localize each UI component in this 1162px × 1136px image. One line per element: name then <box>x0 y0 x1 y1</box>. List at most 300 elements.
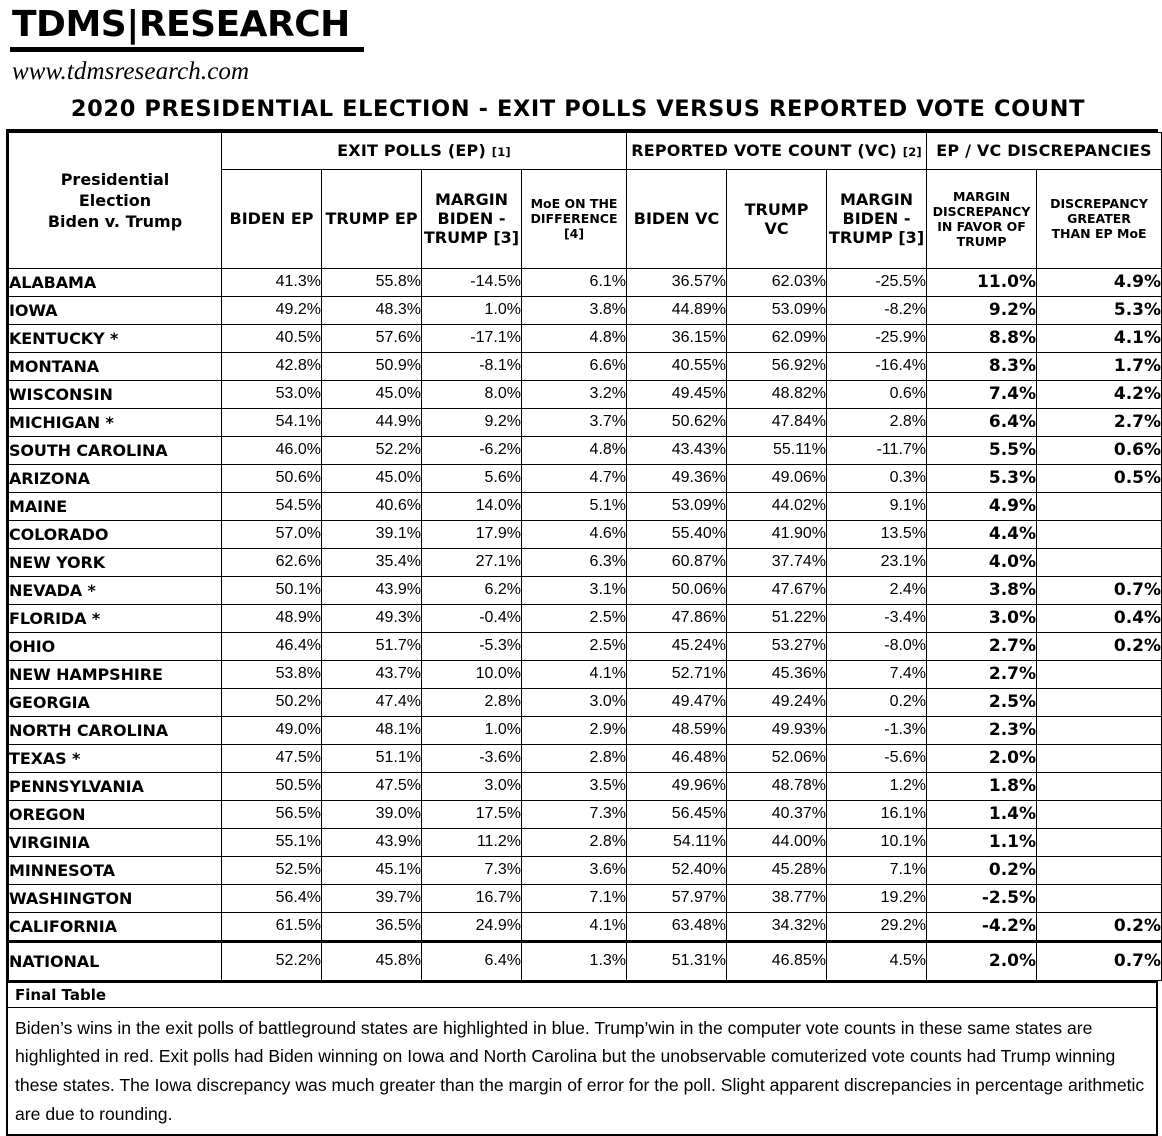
cell-biden-vc: 43.43% <box>627 436 727 464</box>
cell-margin-ep: 9.2% <box>422 408 522 436</box>
cell-trump-vc: 37.74% <box>727 548 827 576</box>
corner-line-2: Election <box>78 190 152 210</box>
cell-margin-vc: -8.0% <box>827 632 927 660</box>
cell-biden-vc: 49.36% <box>627 464 727 492</box>
cell-state-name: IOWA <box>9 296 222 324</box>
cell-moe: 2.9% <box>522 716 627 744</box>
cell-margin-ep: 5.6% <box>422 464 522 492</box>
cell-trump-vc: 38.77% <box>727 884 827 912</box>
cell-moe: 3.5% <box>522 772 627 800</box>
cell-biden-vc: 53.09% <box>627 492 727 520</box>
cell-biden-vc: 49.45% <box>627 380 727 408</box>
cell-margin-vc: -16.4% <box>827 352 927 380</box>
col-header-trump-vc <box>727 169 827 268</box>
col-header-margin-discrepancy-line4: TRUMP <box>956 233 1007 249</box>
cell-margin-vc: 13.5% <box>827 520 927 548</box>
cell-trump-vc: 34.32% <box>727 912 827 941</box>
cell-biden-vc: 40.55% <box>627 352 727 380</box>
col-header-moe-line2: DIFFERENCE <box>530 211 618 227</box>
cell-biden-vc: 60.87% <box>627 548 727 576</box>
cell-moe: 3.2% <box>522 380 627 408</box>
cell-margin-discrepancy: 7.4% <box>927 380 1037 408</box>
table-row <box>9 548 1162 576</box>
cell-margin-ep: -5.3% <box>422 632 522 660</box>
cell-trump-ep: 50.9% <box>322 352 422 380</box>
table-row <box>9 604 1162 632</box>
masthead <box>0 0 1162 86</box>
group-footnote-2: [2] <box>902 145 922 160</box>
cell-margin-vc: -1.3% <box>827 716 927 744</box>
group-footnote-1: [1] <box>491 145 511 160</box>
cell-trump-vc: 47.84% <box>727 408 827 436</box>
col-header-margin-vc-line1: MARGIN <box>839 190 914 210</box>
cell-biden-ep: 48.9% <box>222 604 322 632</box>
cell-biden-ep: 42.8% <box>222 352 322 380</box>
cell-state-name: NEW HAMPSHIRE <box>9 660 222 688</box>
cell-biden-vc: 52.71% <box>627 660 727 688</box>
cell-moe: 2.5% <box>522 604 627 632</box>
cell-biden-vc: 47.86% <box>627 604 727 632</box>
cell-biden-vc: 36.57% <box>627 268 727 296</box>
table-row <box>9 408 1162 436</box>
cell-discrepancy-gt-moe: 1.7% <box>1037 352 1162 380</box>
cell-trump-vc: 56.92% <box>727 352 827 380</box>
cell-discrepancy-gt-moe <box>1037 800 1162 828</box>
cell-trump-vc: 45.28% <box>727 856 827 884</box>
cell-trump-ep: 52.2% <box>322 436 422 464</box>
cell-discrepancy-gt-moe <box>1037 828 1162 856</box>
exit-poll-table <box>8 132 1162 981</box>
cell-margin-vc: 2.4% <box>827 576 927 604</box>
cell-state-name: SOUTH CAROLINA <box>9 436 222 464</box>
cell-margin-discrepancy: 4.9% <box>927 492 1037 520</box>
cell-margin-vc: 9.1% <box>827 492 927 520</box>
group-header-row <box>9 132 1162 169</box>
cell-trump-ep: 55.8% <box>322 268 422 296</box>
cell-trump-vc: 49.93% <box>727 716 827 744</box>
data-table-container <box>6 129 1162 983</box>
cell-state-name: TEXAS * <box>9 744 222 772</box>
cell-margin-ep: 2.8% <box>422 688 522 716</box>
cell-margin-discrepancy: 1.1% <box>927 828 1037 856</box>
cell-state-name: MICHIGAN * <box>9 408 222 436</box>
table-row <box>9 744 1162 772</box>
table-row <box>9 520 1162 548</box>
cell-margin-vc: -25.5% <box>827 268 927 296</box>
cell-biden-ep: 53.0% <box>222 380 322 408</box>
col-header-trump-ep-line1: TRUMP EP <box>325 209 418 229</box>
cell-trump-vc: 52.06% <box>727 744 827 772</box>
cell-biden-vc: 45.24% <box>627 632 727 660</box>
cell-discrepancy-gt-moe: 2.7% <box>1037 408 1162 436</box>
table-row <box>9 716 1162 744</box>
cell-margin-ep: 6.4% <box>422 941 522 980</box>
table-row-national <box>9 941 1162 980</box>
cell-biden-vc: 51.31% <box>627 941 727 980</box>
col-header-trump-ep <box>322 169 422 268</box>
corner-line-1: Presidential <box>60 169 170 189</box>
cell-biden-ep: 62.6% <box>222 548 322 576</box>
cell-trump-ep: 43.9% <box>322 828 422 856</box>
cell-margin-discrepancy: 4.4% <box>927 520 1037 548</box>
cell-margin-vc: 1.2% <box>827 772 927 800</box>
cell-trump-vc: 41.90% <box>727 520 827 548</box>
col-header-margin-vc-line2: BIDEN - <box>842 209 911 229</box>
cell-biden-ep: 50.2% <box>222 688 322 716</box>
table-row <box>9 380 1162 408</box>
cell-margin-ep: 1.0% <box>422 716 522 744</box>
cell-moe: 3.8% <box>522 296 627 324</box>
cell-trump-ep: 45.0% <box>322 380 422 408</box>
table-row <box>9 912 1162 941</box>
cell-discrepancy-gt-moe: 0.7% <box>1037 576 1162 604</box>
cell-trump-ep: 47.4% <box>322 688 422 716</box>
col-header-moe-line3: [4] <box>563 226 585 242</box>
cell-trump-ep: 39.0% <box>322 800 422 828</box>
cell-trump-vc: 46.85% <box>727 941 827 980</box>
cell-discrepancy-gt-moe <box>1037 548 1162 576</box>
cell-biden-vc: 49.47% <box>627 688 727 716</box>
col-header-biden-ep <box>222 169 322 268</box>
cell-margin-discrepancy: 9.2% <box>927 296 1037 324</box>
cell-biden-ep: 50.1% <box>222 576 322 604</box>
cell-state-name: WISCONSIN <box>9 380 222 408</box>
cell-margin-vc: 0.6% <box>827 380 927 408</box>
cell-margin-ep: 6.2% <box>422 576 522 604</box>
col-header-margin-discrepancy-line2: DISCREPANCY <box>932 203 1031 219</box>
cell-trump-vc: 44.00% <box>727 828 827 856</box>
cell-moe: 6.6% <box>522 352 627 380</box>
cell-margin-ep: 24.9% <box>422 912 522 941</box>
cell-biden-vc: 56.45% <box>627 800 727 828</box>
cell-moe: 3.6% <box>522 856 627 884</box>
notes-panel <box>6 983 1158 1136</box>
cell-margin-ep: 3.0% <box>422 772 522 800</box>
cell-biden-vc: 49.96% <box>627 772 727 800</box>
col-header-margin-ep-line3: TRUMP [3] <box>423 228 520 248</box>
group-label-exit-polls: EXIT POLLS (EP) <box>337 141 486 161</box>
table-head <box>9 132 1162 268</box>
cell-state-name: GEORGIA <box>9 688 222 716</box>
cell-moe: 2.5% <box>522 632 627 660</box>
cell-margin-discrepancy: 5.3% <box>927 464 1037 492</box>
table-row <box>9 660 1162 688</box>
cell-biden-vc: 63.48% <box>627 912 727 941</box>
table-body <box>9 268 1162 980</box>
cell-trump-ep: 45.8% <box>322 941 422 980</box>
cell-biden-ep: 55.1% <box>222 828 322 856</box>
cell-margin-ep: 17.9% <box>422 520 522 548</box>
cell-trump-vc: 62.09% <box>727 324 827 352</box>
cell-state-name: CALIFORNIA <box>9 912 222 941</box>
cell-margin-discrepancy: 1.8% <box>927 772 1037 800</box>
cell-margin-discrepancy: 5.5% <box>927 436 1037 464</box>
cell-discrepancy-gt-moe: 4.1% <box>1037 324 1162 352</box>
site-url: www.tdmsresearch.com <box>12 57 250 85</box>
cell-moe: 3.0% <box>522 688 627 716</box>
col-header-margin-ep-line2: BIDEN - <box>437 209 506 229</box>
cell-margin-ep: 11.2% <box>422 828 522 856</box>
cell-biden-vc: 55.40% <box>627 520 727 548</box>
cell-biden-ep: 40.5% <box>222 324 322 352</box>
table-row <box>9 856 1162 884</box>
col-header-discrepancy-gt-moe-line3: THAN EP MoE <box>1051 226 1147 242</box>
cell-biden-ep: 46.4% <box>222 632 322 660</box>
cell-trump-ep: 39.7% <box>322 884 422 912</box>
table-row <box>9 828 1162 856</box>
cell-moe: 2.8% <box>522 828 627 856</box>
table-row <box>9 772 1162 800</box>
cell-trump-vc: 40.37% <box>727 800 827 828</box>
page-title: 2020 PRESIDENTIAL ELECTION - EXIT POLLS VERSUS REPORTED VOTE COUNT <box>70 95 1086 122</box>
cell-margin-discrepancy: 2.0% <box>927 744 1037 772</box>
cell-state-name: FLORIDA * <box>9 604 222 632</box>
cell-margin-vc: 29.2% <box>827 912 927 941</box>
cell-biden-vc: 44.89% <box>627 296 727 324</box>
col-header-biden-ep-line1: BIDEN EP <box>229 209 314 229</box>
cell-discrepancy-gt-moe: 0.2% <box>1037 632 1162 660</box>
cell-margin-vc: 0.3% <box>827 464 927 492</box>
cell-biden-ep: 56.4% <box>222 884 322 912</box>
table-row <box>9 800 1162 828</box>
table-row <box>9 884 1162 912</box>
cell-discrepancy-gt-moe: 0.4% <box>1037 604 1162 632</box>
cell-margin-discrepancy: 2.7% <box>927 660 1037 688</box>
cell-state-name: ALABAMA <box>9 268 222 296</box>
cell-biden-vc: 36.15% <box>627 324 727 352</box>
col-header-margin-discrepancy <box>927 169 1037 268</box>
cell-discrepancy-gt-moe: 4.9% <box>1037 268 1162 296</box>
cell-discrepancy-gt-moe <box>1037 884 1162 912</box>
cell-biden-ep: 46.0% <box>222 436 322 464</box>
cell-discrepancy-gt-moe: 0.7% <box>1037 941 1162 980</box>
cell-trump-ep: 43.7% <box>322 660 422 688</box>
col-header-discrepancy-gt-moe-line2: GREATER <box>1067 211 1131 227</box>
group-label-vote-count: REPORTED VOTE COUNT (VC) <box>631 141 897 161</box>
cell-margin-vc: 23.1% <box>827 548 927 576</box>
cell-state-name: ARIZONA <box>9 464 222 492</box>
cell-moe: 4.8% <box>522 324 627 352</box>
cell-biden-ep: 41.3% <box>222 268 322 296</box>
col-header-biden-vc-line1: BIDEN VC <box>633 209 720 229</box>
cell-state-name: MAINE <box>9 492 222 520</box>
cell-margin-discrepancy: 4.0% <box>927 548 1037 576</box>
col-header-margin-vc-line3: TRUMP [3] <box>828 228 925 248</box>
cell-state-name: NORTH CAROLINA <box>9 716 222 744</box>
cell-state-name: NATIONAL <box>9 941 222 980</box>
cell-margin-ep: 8.0% <box>422 380 522 408</box>
cell-margin-discrepancy: 2.5% <box>927 688 1037 716</box>
cell-margin-vc: 4.5% <box>827 941 927 980</box>
cell-biden-vc: 46.48% <box>627 744 727 772</box>
cell-trump-vc: 51.22% <box>727 604 827 632</box>
cell-margin-discrepancy: 2.0% <box>927 941 1037 980</box>
cell-state-name: VIRGINIA <box>9 828 222 856</box>
cell-margin-vc: 19.2% <box>827 884 927 912</box>
notes-title: Final Table <box>8 983 1156 1008</box>
cell-margin-ep: -3.6% <box>422 744 522 772</box>
cell-biden-vc: 57.97% <box>627 884 727 912</box>
cell-biden-vc: 50.06% <box>627 576 727 604</box>
cell-discrepancy-gt-moe <box>1037 520 1162 548</box>
cell-biden-ep: 61.5% <box>222 912 322 941</box>
cell-biden-ep: 54.1% <box>222 408 322 436</box>
cell-trump-ep: 44.9% <box>322 408 422 436</box>
cell-margin-discrepancy: 8.3% <box>927 352 1037 380</box>
table-row <box>9 324 1162 352</box>
cell-moe: 4.6% <box>522 520 627 548</box>
cell-margin-discrepancy: 3.0% <box>927 604 1037 632</box>
cell-biden-vc: 54.11% <box>627 828 727 856</box>
cell-margin-ep: -17.1% <box>422 324 522 352</box>
cell-trump-vc: 53.27% <box>727 632 827 660</box>
cell-margin-ep: -14.5% <box>422 268 522 296</box>
col-header-moe <box>522 169 627 268</box>
cell-trump-ep: 51.7% <box>322 632 422 660</box>
table-row <box>9 492 1162 520</box>
cell-discrepancy-gt-moe: 0.5% <box>1037 464 1162 492</box>
cell-biden-vc: 48.59% <box>627 716 727 744</box>
cell-margin-vc: 7.4% <box>827 660 927 688</box>
table-row <box>9 632 1162 660</box>
cell-margin-discrepancy: 11.0% <box>927 268 1037 296</box>
group-header-vote-count <box>627 132 927 169</box>
col-header-moe-line1: MoE ON THE <box>530 196 618 212</box>
cell-margin-vc: 7.1% <box>827 856 927 884</box>
cell-biden-ep: 56.5% <box>222 800 322 828</box>
cell-trump-ep: 43.9% <box>322 576 422 604</box>
cell-trump-ep: 48.1% <box>322 716 422 744</box>
cell-margin-ep: -8.1% <box>422 352 522 380</box>
cell-biden-ep: 57.0% <box>222 520 322 548</box>
cell-margin-ep: 14.0% <box>422 492 522 520</box>
cell-discrepancy-gt-moe: 4.2% <box>1037 380 1162 408</box>
cell-trump-vc: 48.78% <box>727 772 827 800</box>
col-header-margin-vc <box>827 169 927 268</box>
cell-trump-ep: 48.3% <box>322 296 422 324</box>
cell-margin-ep: -6.2% <box>422 436 522 464</box>
notes-body: Biden’s wins in the exit polls of battleground states are highlighted in blue. Trump’win in the computer vote counts in these same states are highlighted in red. Exit polls had Biden winning on Iowa and North Carolina but the unobservable comuterized vote counts had Trump winning these states. The Iowa discrepancy was much greater than the margin of error for the poll. Slight apparent discrepancies in percentage arithmetic are due to rounding. <box>15 1017 1145 1124</box>
cell-biden-ep: 53.8% <box>222 660 322 688</box>
cell-biden-ep: 52.5% <box>222 856 322 884</box>
col-header-trump-vc-line2: VC <box>764 218 789 238</box>
cell-moe: 3.1% <box>522 576 627 604</box>
cell-margin-discrepancy: 0.2% <box>927 856 1037 884</box>
cell-biden-vc: 50.62% <box>627 408 727 436</box>
cell-trump-ep: 35.4% <box>322 548 422 576</box>
cell-moe: 5.1% <box>522 492 627 520</box>
col-header-margin-discrepancy-line3: IN FAVOR OF <box>937 218 1026 234</box>
cell-discrepancy-gt-moe: 0.6% <box>1037 436 1162 464</box>
cell-trump-vc: 49.06% <box>727 464 827 492</box>
cell-biden-ep: 47.5% <box>222 744 322 772</box>
col-header-margin-discrepancy-line1: MARGIN <box>952 188 1011 204</box>
cell-margin-discrepancy: 1.4% <box>927 800 1037 828</box>
cell-state-name: OREGON <box>9 800 222 828</box>
cell-margin-ep: 17.5% <box>422 800 522 828</box>
col-header-discrepancy-gt-moe <box>1037 169 1162 268</box>
cell-trump-ep: 45.0% <box>322 464 422 492</box>
cell-biden-ep: 54.5% <box>222 492 322 520</box>
cell-moe: 7.1% <box>522 884 627 912</box>
cell-biden-ep: 49.0% <box>222 716 322 744</box>
cell-margin-vc: 16.1% <box>827 800 927 828</box>
cell-margin-discrepancy: -4.2% <box>927 912 1037 941</box>
cell-discrepancy-gt-moe <box>1037 660 1162 688</box>
cell-biden-ep: 50.6% <box>222 464 322 492</box>
table-row <box>9 268 1162 296</box>
cell-trump-vc: 53.09% <box>727 296 827 324</box>
cell-trump-vc: 44.02% <box>727 492 827 520</box>
cell-state-name: MINNESOTA <box>9 856 222 884</box>
cell-discrepancy-gt-moe <box>1037 772 1162 800</box>
cell-margin-ep: 10.0% <box>422 660 522 688</box>
table-row <box>9 576 1162 604</box>
cell-trump-vc: 62.03% <box>727 268 827 296</box>
cell-trump-ep: 47.5% <box>322 772 422 800</box>
cell-margin-discrepancy: 2.3% <box>927 716 1037 744</box>
cell-discrepancy-gt-moe <box>1037 716 1162 744</box>
cell-margin-discrepancy: -2.5% <box>927 884 1037 912</box>
cell-moe: 1.3% <box>522 941 627 980</box>
cell-state-name: COLORADO <box>9 520 222 548</box>
cell-trump-vc: 48.82% <box>727 380 827 408</box>
brand-logo: TDMS|RESEARCH <box>10 6 364 52</box>
cell-margin-vc: -8.2% <box>827 296 927 324</box>
cell-trump-vc: 47.67% <box>727 576 827 604</box>
col-header-trump-vc-line1: TRUMP <box>744 199 809 219</box>
cell-discrepancy-gt-moe <box>1037 744 1162 772</box>
col-header-margin-ep <box>422 169 522 268</box>
cell-state-name: OHIO <box>9 632 222 660</box>
cell-discrepancy-gt-moe: 0.2% <box>1037 912 1162 941</box>
cell-margin-vc: 0.2% <box>827 688 927 716</box>
cell-trump-ep: 36.5% <box>322 912 422 941</box>
cell-state-name: NEW YORK <box>9 548 222 576</box>
cell-state-name: WASHINGTON <box>9 884 222 912</box>
cell-margin-ep: 1.0% <box>422 296 522 324</box>
cell-state-name: NEVADA * <box>9 576 222 604</box>
cell-margin-vc: 2.8% <box>827 408 927 436</box>
cell-biden-ep: 52.2% <box>222 941 322 980</box>
cell-margin-ep: 27.1% <box>422 548 522 576</box>
cell-moe: 7.3% <box>522 800 627 828</box>
cell-moe: 6.3% <box>522 548 627 576</box>
cell-margin-ep: 7.3% <box>422 856 522 884</box>
cell-state-name: PENNSYLVANIA <box>9 772 222 800</box>
cell-moe: 4.8% <box>522 436 627 464</box>
cell-discrepancy-gt-moe <box>1037 856 1162 884</box>
cell-moe: 4.1% <box>522 912 627 941</box>
cell-biden-ep: 49.2% <box>222 296 322 324</box>
cell-state-name: KENTUCKY * <box>9 324 222 352</box>
cell-trump-ep: 40.6% <box>322 492 422 520</box>
col-header-margin-ep-line1: MARGIN <box>434 190 509 210</box>
cell-discrepancy-gt-moe: 5.3% <box>1037 296 1162 324</box>
group-header-discrepancies <box>927 132 1162 169</box>
cell-trump-ep: 45.1% <box>322 856 422 884</box>
cell-moe: 4.1% <box>522 660 627 688</box>
cell-biden-vc: 52.40% <box>627 856 727 884</box>
group-header-exit-polls <box>222 132 627 169</box>
table-row <box>9 296 1162 324</box>
cell-trump-ep: 49.3% <box>322 604 422 632</box>
cell-margin-vc: -11.7% <box>827 436 927 464</box>
corner-header <box>9 132 222 268</box>
table-row <box>9 464 1162 492</box>
cell-margin-discrepancy: 8.8% <box>927 324 1037 352</box>
cell-trump-ep: 51.1% <box>322 744 422 772</box>
